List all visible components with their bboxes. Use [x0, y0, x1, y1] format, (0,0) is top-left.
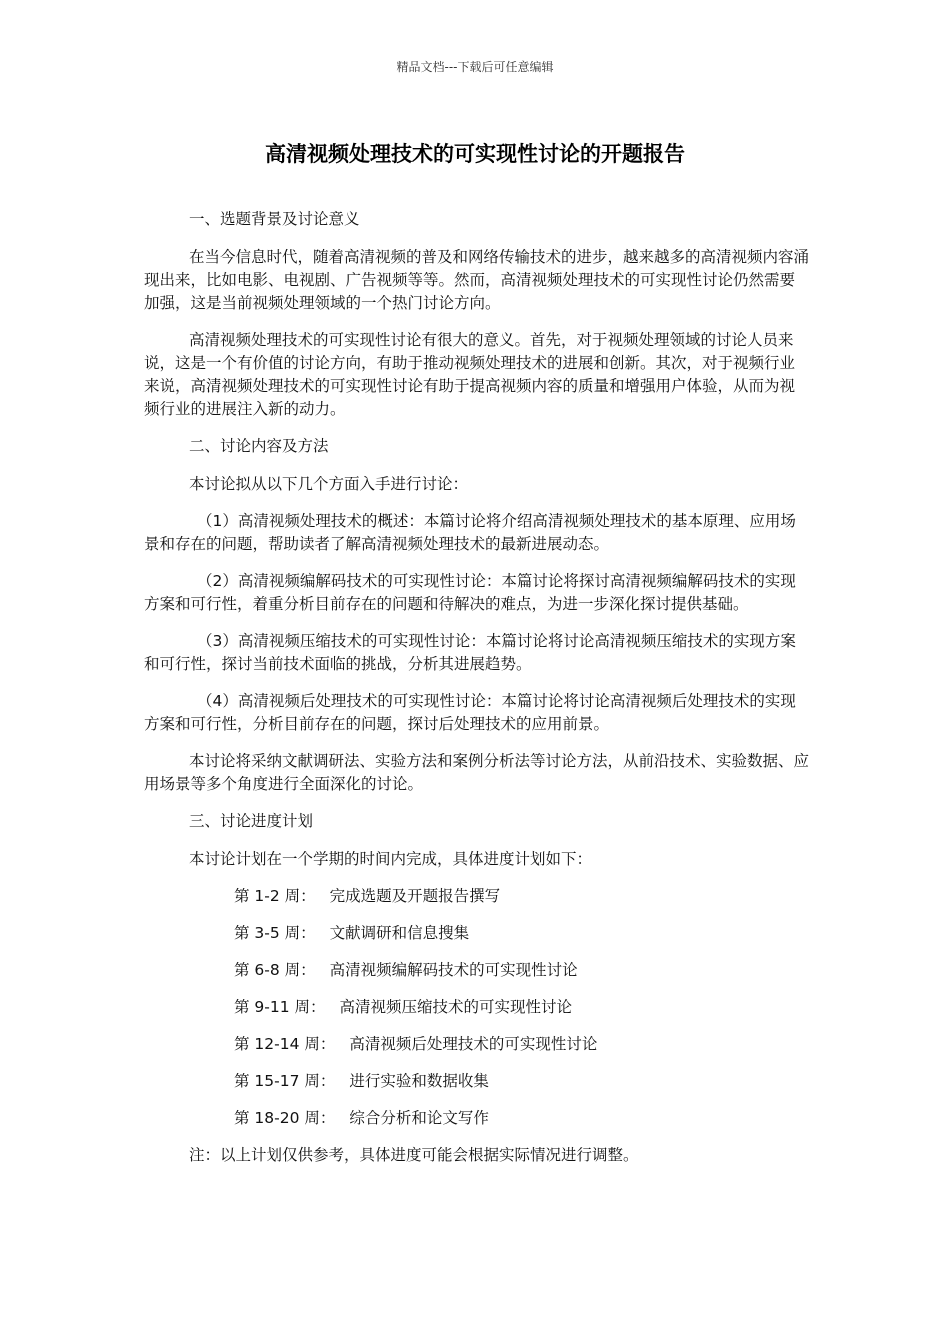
schedule-row	[144, 922, 810, 945]
section-heading-schedule: 三、讨论进度计划	[189, 812, 314, 830]
paragraph-content-intro: 本讨论拟从以下几个方面入手进行讨论：	[189, 475, 469, 493]
schedule-task: 文献调研和信息搜集	[329, 924, 470, 942]
schedule-task: 高清视频编解码技术的可实现性讨论	[329, 961, 578, 979]
schedule-week-label: 第 15-17 周：	[234, 1072, 336, 1090]
schedule-task: 综合分析和论文写作	[349, 1109, 489, 1127]
paragraph-significance: 高清视频处理技术的可实现性讨论有很大的意义。首先，对于视频处理领域的讨论人员来说，这是一个有价值的讨论方向，有助于推动视频处理技术的进展和创新。其次，对于视频行业来说，高清视频处理技术的可实现性讨论有助于提高视频内容的质量和增强用户体验，从而为视频行业的进展注入新的动力。	[144, 331, 796, 418]
document-body	[144, 208, 810, 1181]
list-item-postprocessing: （4）高清视频后处理技术的可实现性讨论：本篇讨论将讨论高清视频后处理技术的实现方案和可行性，分析目前存在的问题，探讨后处理技术的应用前景。	[144, 692, 796, 733]
schedule-task: 进行实验和数据收集	[349, 1072, 489, 1090]
schedule-row	[144, 1107, 810, 1130]
document-title: 高清视频处理技术的可实现性讨论的开题报告	[265, 142, 685, 166]
paragraph-background: 在当今信息时代，随着高清视频的普及和网络传输技术的进步，越来越多的高清视频内容涌现出来，比如电影、电视剧、广告视频等等。然而，高清视频处理技术的可实现性讨论仍然需要加强，这是当前视频处理领域的一个热门讨论方向。	[144, 248, 810, 312]
schedule-week-label: 第 18-20 周：	[234, 1109, 336, 1127]
schedule-task: 完成选题及开题报告撰写	[329, 887, 501, 905]
schedule-week-label: 第 3-5 周：	[234, 924, 316, 942]
schedule-task: 高清视频压缩技术的可实现性讨论	[339, 998, 573, 1016]
schedule-row	[144, 1070, 810, 1093]
schedule-week-label: 第 12-14 周：	[234, 1035, 336, 1053]
schedule-note: 注：以上计划仅供参考，具体进度可能会根据实际情况进行调整。	[189, 1146, 639, 1164]
schedule-week-label: 第 9-11 周：	[234, 998, 326, 1016]
page-header-note: 精品文档---下载后可任意编辑	[396, 60, 554, 74]
schedule-row	[144, 1033, 810, 1056]
paragraph-methods: 本讨论将采纳文献调研法、实验方法和案例分析法等讨论方法，从前沿技术、实验数据、应用场景等多个角度进行全面深化的讨论。	[144, 752, 810, 793]
paragraph-schedule-intro: 本讨论计划在一个学期的时间内完成，具体进度计划如下：	[189, 850, 593, 868]
schedule-task: 高清视频后处理技术的可实现性讨论	[349, 1035, 598, 1053]
schedule-week-label: 第 6-8 周：	[234, 961, 316, 979]
schedule-week-label: 第 1-2 周：	[234, 887, 316, 905]
list-item-codec: （2）高清视频编解码技术的可实现性讨论：本篇讨论将探讨高清视频编解码技术的实现方案和可行性，着重分析目前存在的问题和待解决的难点，为进一步深化探讨提供基础。	[144, 572, 796, 613]
section-heading-background: 一、选题背景及讨论意义	[189, 210, 360, 228]
list-item-overview: （1）高清视频处理技术的概述：本篇讨论将介绍高清视频处理技术的基本原理、应用场景和存在的问题，帮助读者了解高清视频处理技术的最新进展动态。	[144, 512, 796, 553]
section-heading-content-methods: 二、讨论内容及方法	[189, 437, 329, 455]
schedule-row	[144, 959, 810, 982]
list-item-compression: （3）高清视频压缩技术的可实现性讨论：本篇讨论将讨论高清视频压缩技术的实现方案和可行性，探讨当前技术面临的挑战，分析其进展趋势。	[144, 632, 796, 673]
schedule-row	[144, 885, 810, 908]
schedule-row	[144, 996, 810, 1019]
